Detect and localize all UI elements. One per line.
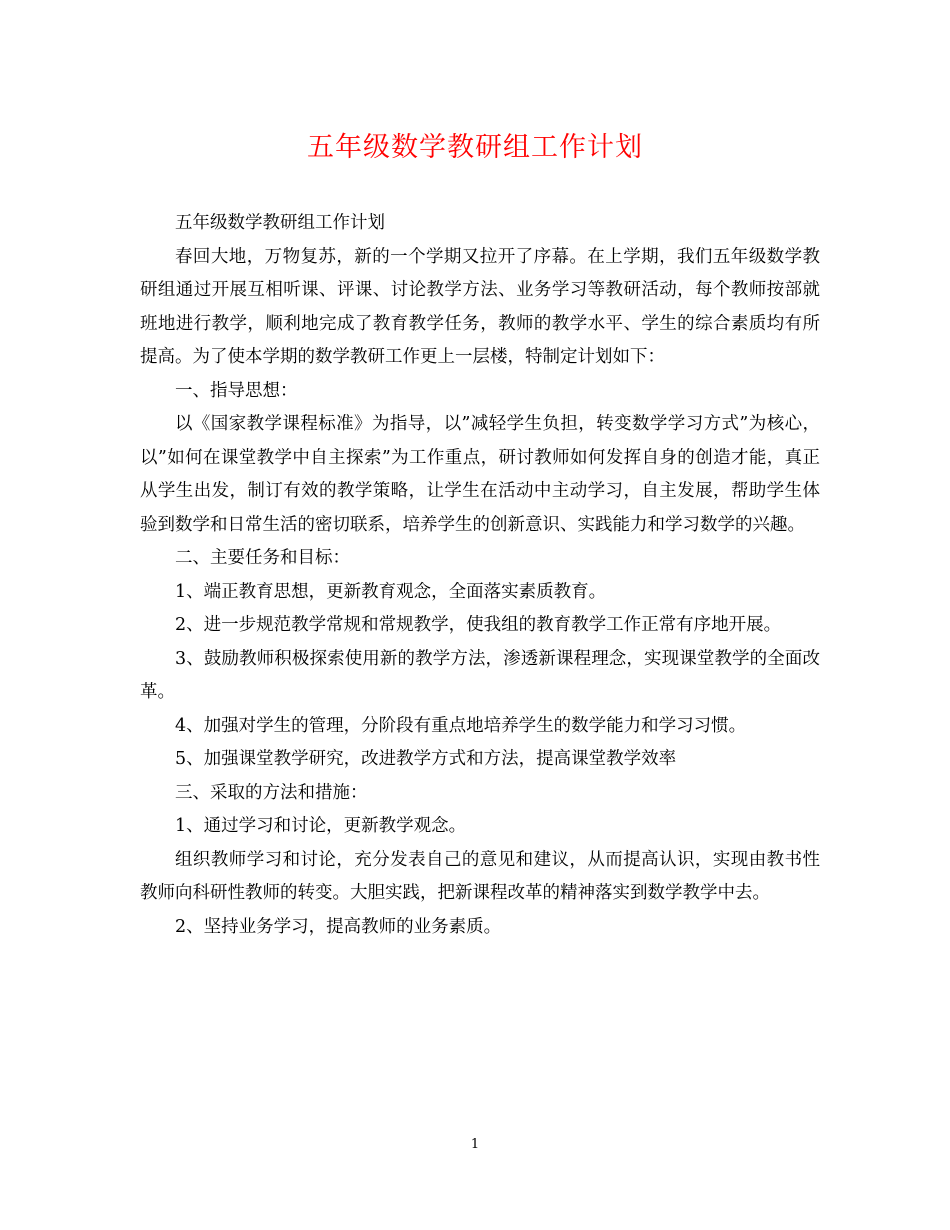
list-item-task-5: 5、加强课堂教学研究，改进教学方式和方法，提高课堂教学效率 (175, 749, 677, 769)
document-title: 五年级数学教研组工作计划 (307, 132, 643, 163)
document-body (140, 207, 820, 944)
list-item-task-1: 1、端正教育思想，更新教育观念，全面落实素质教育。 (175, 581, 607, 602)
section-heading-methods: 三、采取的方法和措施： (175, 782, 368, 803)
section-heading-guiding-ideology: 一、指导思想： (175, 380, 298, 401)
list-item-method-1: 1、通过学习和讨论，更新教学观念。 (175, 816, 467, 836)
list-item-task-3: 3、鼓励教师积极探索使用新的教学方法，渗透新课程理念，实现课堂教学的全面改革。 (140, 648, 820, 702)
section-heading-tasks-goals: 二、主要任务和目标： (175, 548, 350, 568)
list-item-method-2: 2、坚持业务学习，提高教师的业务素质。 (175, 916, 502, 937)
list-item-task-4: 4、加强对学生的管理，分阶段有重点地培养学生的数学能力和学习习惯。 (175, 715, 747, 736)
paragraph-intro: 春回大地，万物复苏，新的一个学期又拉开了序幕。在上学期，我们五年级数学教研组通过开展互相听课、评课、讨论教学方法、业务学习等教研活动，每个教师按部就班地进行教学，顺利地完成了教育教学任务，教师的教学水平、学生的综合素质均有所提高。为了使本学期的数学教研工作更上一层楼，特制定计划如下： (140, 246, 820, 367)
page-number: 1 (470, 1137, 480, 1152)
list-item-task-2: 2、进一步规范教学常规和常规教学，使我组的教育教学工作正常有序地开展。 (175, 615, 782, 635)
paragraph-method-1-detail: 组织教师学习和讨论，充分发表自己的意见和建议，从而提高认识，实现由教书性教师向科研性教师的转变。大胆实践，把新课程改革的精神落实到数学教学中去。 (140, 849, 820, 903)
paragraph-subtitle: 五年级数学教研组工作计划 (175, 213, 385, 233)
paragraph-guiding-ideology: 以《国家教学课程标准》为指导，以”减轻学生负担，转变数学学习方式”为核心，以”如何在课堂教学中自主探索”为工作重点，研讨教师如何发挥自身的创造才能，真正从学生出发，制订有效的教学策略，让学生在活动中主动学习，自主发展，帮助学生体验到数学和日常生活的密切联系，培养学生的创新意识、实践能力和学习数学的兴趣。 (140, 414, 820, 535)
